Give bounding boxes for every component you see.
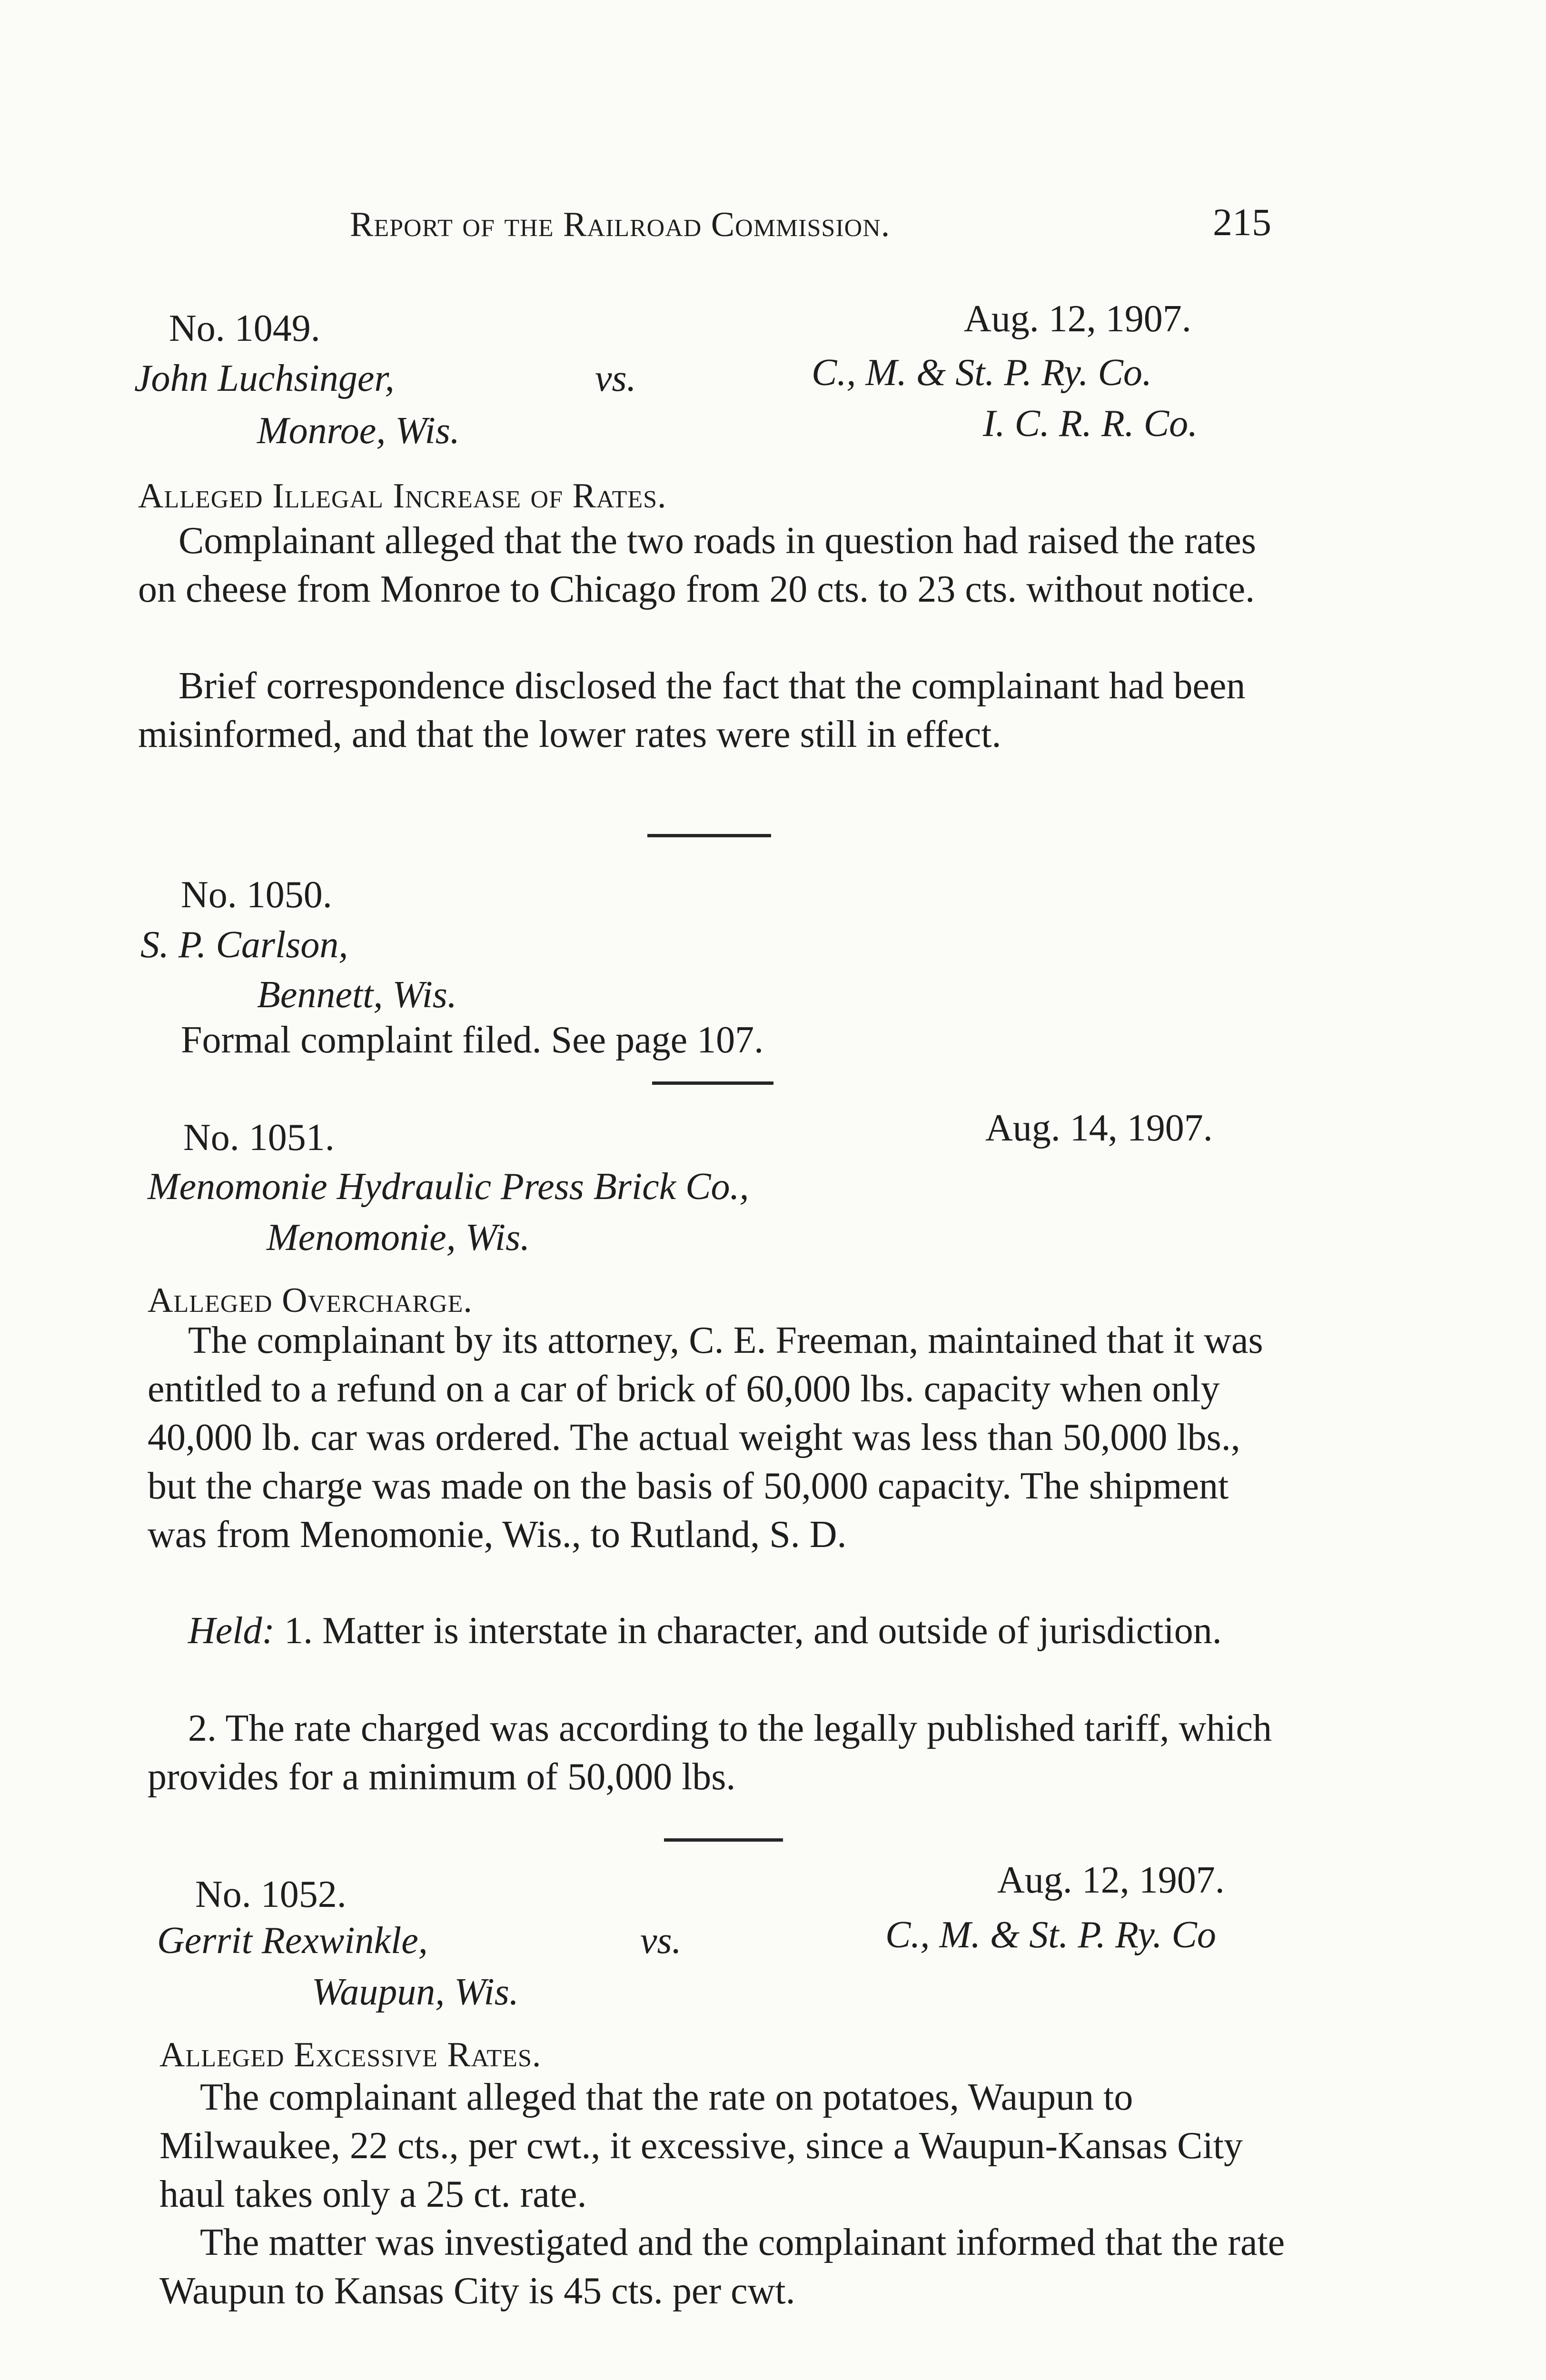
respondent-line-1: C., M. & St. P. Ry. Co. (812, 352, 1152, 394)
complainant-location: Waupun, Wis. (312, 1971, 519, 2013)
case-heading: Alleged Illegal Increase of Rates. (138, 476, 667, 516)
case-held (148, 1704, 1297, 1801)
case-paragraph (138, 662, 1290, 759)
case-paragraph (159, 2073, 1304, 2219)
case-held (148, 1606, 1297, 1655)
case-number: No. 1051. (183, 1117, 335, 1159)
versus: vs. (640, 1920, 682, 1962)
case-heading: Alleged Overcharge. (148, 1281, 473, 1320)
paragraph-text: Brief correspondence disclosed the fact that the complainant had been misinformed, and that the lower rates were still in effect. (138, 665, 1246, 755)
complainant-name: Gerrit Rexwinkle, (157, 1920, 428, 1962)
case-date: Aug. 12, 1907. (964, 298, 1191, 340)
case-date: Aug. 12, 1907. (997, 1859, 1225, 1901)
complainant-location: Menomonie, Wis. (267, 1217, 530, 1259)
case-note: Formal complaint filed. See page 107. (181, 1019, 764, 1061)
held-item: 1. Matter is interstate in character, and outside of jurisdiction. (284, 1610, 1222, 1652)
case-paragraph (159, 2218, 1304, 2315)
running-head: Report of the Railroad Commission. (350, 205, 891, 244)
case-paragraph (138, 516, 1290, 614)
paragraph-text: The matter was investigated and the complainant informed that the rate Waupun to Kansas City is 45 cts. per cwt. (159, 2221, 1285, 2312)
section-divider (647, 834, 771, 837)
section-divider (664, 1838, 783, 1842)
paragraph-text: The complainant by its attorney, C. E. Freeman, maintained that it was entitled to a refund on a car of brick of 60,000 lbs. capacity when only 40,000 lb. car was ordered. The actual weight was less than 50,000 lbs., but the charge was made on the basis of 50,000 capacity. The shipment was from Menomonie, Wis., to Rutland, S. D. (148, 1319, 1263, 1556)
case-number: No. 1050. (181, 874, 332, 916)
complainant-name: S. P. Carlson, (140, 924, 348, 966)
case-date: Aug. 14, 1907. (985, 1107, 1213, 1149)
page-number: 215 (1213, 200, 1271, 244)
case-heading: Alleged Excessive Rates. (159, 2035, 542, 2074)
held-label: Held: (188, 1610, 275, 1652)
complainant-location: Bennett, Wis. (257, 974, 457, 1016)
paragraph-text: The complainant alleged that the rate on potatoes, Waupun to Milwaukee, 22 cts., per cwt., it excessive, since a Waupun-Kansas City haul takes only a 25 ct. rate. (159, 2076, 1243, 2215)
respondent-line-1: C., M. & St. P. Ry. Co (885, 1914, 1216, 1956)
case-number: No. 1052. (195, 1874, 347, 1915)
paragraph-text: Complainant alleged that the two roads in question had raised the rates on cheese from Monroe to Chicago from 20 cts. to 23 cts. without notice. (138, 520, 1256, 610)
section-divider (652, 1081, 773, 1085)
complainant-location: Monroe, Wis. (257, 410, 460, 452)
versus: vs. (595, 357, 636, 399)
case-number: No. 1049. (169, 307, 320, 349)
complainant-name: Menomonie Hydraulic Press Brick Co., (148, 1166, 749, 1208)
complainant-name: John Luchsinger, (134, 357, 395, 399)
case-paragraph (148, 1316, 1297, 1559)
respondent-line-2: I. C. R. R. Co. (983, 403, 1198, 445)
held-item: 2. The rate charged was according to the legally published tariff, which provides for a minimum of 50,000 lbs. (148, 1707, 1272, 1798)
